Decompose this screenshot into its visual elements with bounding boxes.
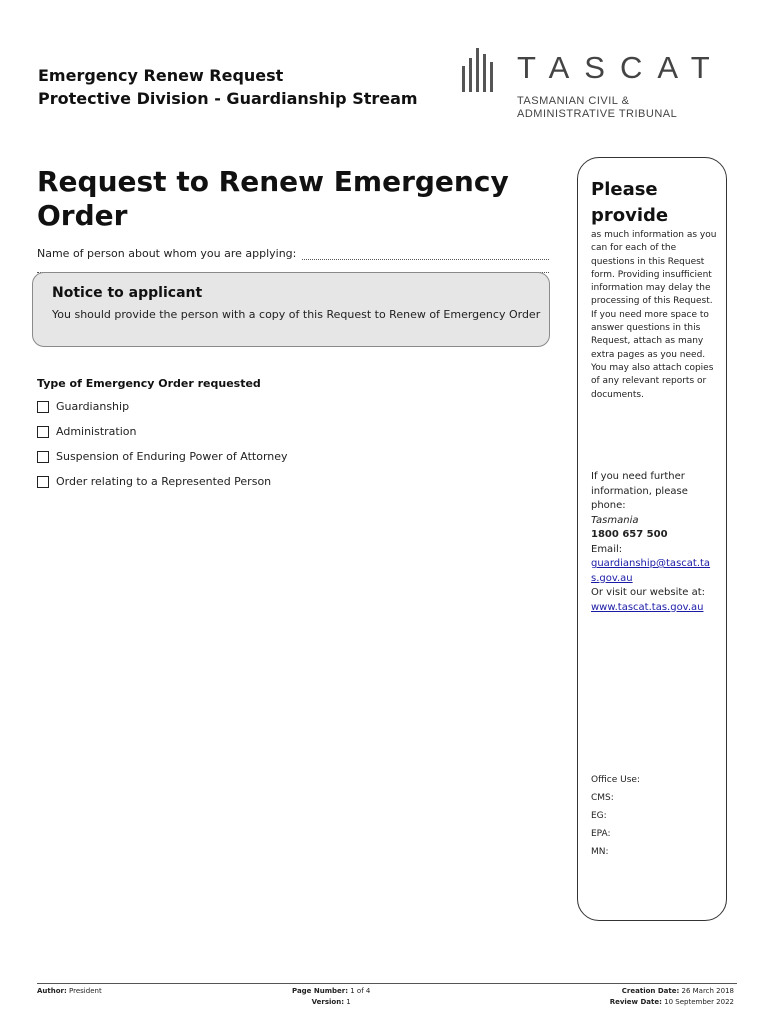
footer-divider (37, 983, 737, 984)
option-guardianship[interactable] (37, 400, 129, 413)
version-label: Version: (311, 998, 345, 1006)
email-link[interactable]: guardianship@tascat.tas.gov.au (591, 558, 711, 584)
applicant-name-label: Name of person about whom you are applying: (37, 247, 297, 260)
checkbox[interactable] (37, 401, 49, 413)
checkbox[interactable] (37, 426, 49, 438)
option-label: Suspension of Enduring Power of Attorney (56, 450, 288, 463)
office-use-label: Office Use: (591, 775, 640, 785)
footer-page-info (292, 986, 370, 1008)
further-info-text: If you need further information, please phone: (591, 471, 688, 511)
option-administration[interactable] (37, 425, 137, 438)
office-use-block (591, 771, 640, 861)
creation-date-value: 26 March 2018 (681, 987, 734, 995)
office-epa-field: EPA: (591, 829, 611, 839)
sidebar-paragraph: as much information as you can for each of the questions in this Request form. Providing insufficient information may delay the processing of this Request. If you need more space to answer questions in this Request, attach as many extra pages as you need. You may also attach copies of any relevant reports or documents. (591, 230, 717, 400)
review-date-value: 10 September 2022 (664, 998, 734, 1006)
review-date-label: Review Date: (609, 998, 662, 1006)
logo-bars-icon (462, 48, 502, 92)
office-mn-field: MN: (591, 847, 609, 857)
version-value: 1 (346, 998, 351, 1006)
office-cms-field: CMS: (591, 793, 614, 803)
applicant-name-field[interactable] (302, 247, 549, 260)
tascat-logo (462, 48, 725, 120)
author-value: President (69, 987, 102, 995)
notice-title: Notice to applicant (52, 285, 203, 301)
order-type-heading: Type of Emergency Order requested (37, 377, 261, 390)
creation-date-label: Creation Date: (621, 987, 680, 995)
region-label: Tasmania (591, 514, 639, 526)
notice-box (32, 272, 550, 347)
page-title: Request to Renew Emergency Order (37, 165, 509, 232)
checkbox[interactable] (37, 451, 49, 463)
applicant-name-row (37, 247, 549, 260)
office-eg-field: EG: (591, 811, 607, 821)
phone-number: 1800 657 500 (591, 529, 668, 540)
option-represented-person[interactable] (37, 475, 271, 488)
option-label: Order relating to a Represented Person (56, 475, 272, 488)
logo-subtitle-line-1: TASMANIAN CIVIL & (517, 95, 630, 107)
logo-wordmark: TASCAT (517, 50, 725, 85)
website-link[interactable]: www.tascat.tas.gov.au (591, 601, 704, 613)
logo-subtitle-line-2: ADMINISTRATIVE TRIBUNAL (517, 108, 678, 120)
option-label: Administration (56, 425, 137, 438)
option-label: Guardianship (56, 400, 130, 413)
page-number-label: Page Number: (292, 987, 349, 995)
sidebar-contact (591, 470, 717, 615)
email-label: Email: (591, 543, 623, 555)
footer-dates (610, 986, 734, 1008)
notice-text: You should provide the person with a copy of this Request to Renew of Emergency Order (52, 308, 541, 321)
logo-subtitle (517, 95, 677, 121)
website-label: Or visit our website at: (591, 587, 706, 598)
page-number-value: 1 of 4 (350, 987, 371, 995)
header-line-2: Protective Division - Guardianship Stream (38, 89, 418, 108)
header-line-1: Emergency Renew Request (38, 66, 284, 85)
footer-author (37, 986, 102, 997)
checkbox[interactable] (37, 476, 49, 488)
sidebar-heading: Please provide (591, 179, 669, 226)
option-suspension-epa[interactable] (37, 450, 288, 463)
document-header (38, 64, 418, 110)
author-label: Author: (37, 987, 67, 995)
